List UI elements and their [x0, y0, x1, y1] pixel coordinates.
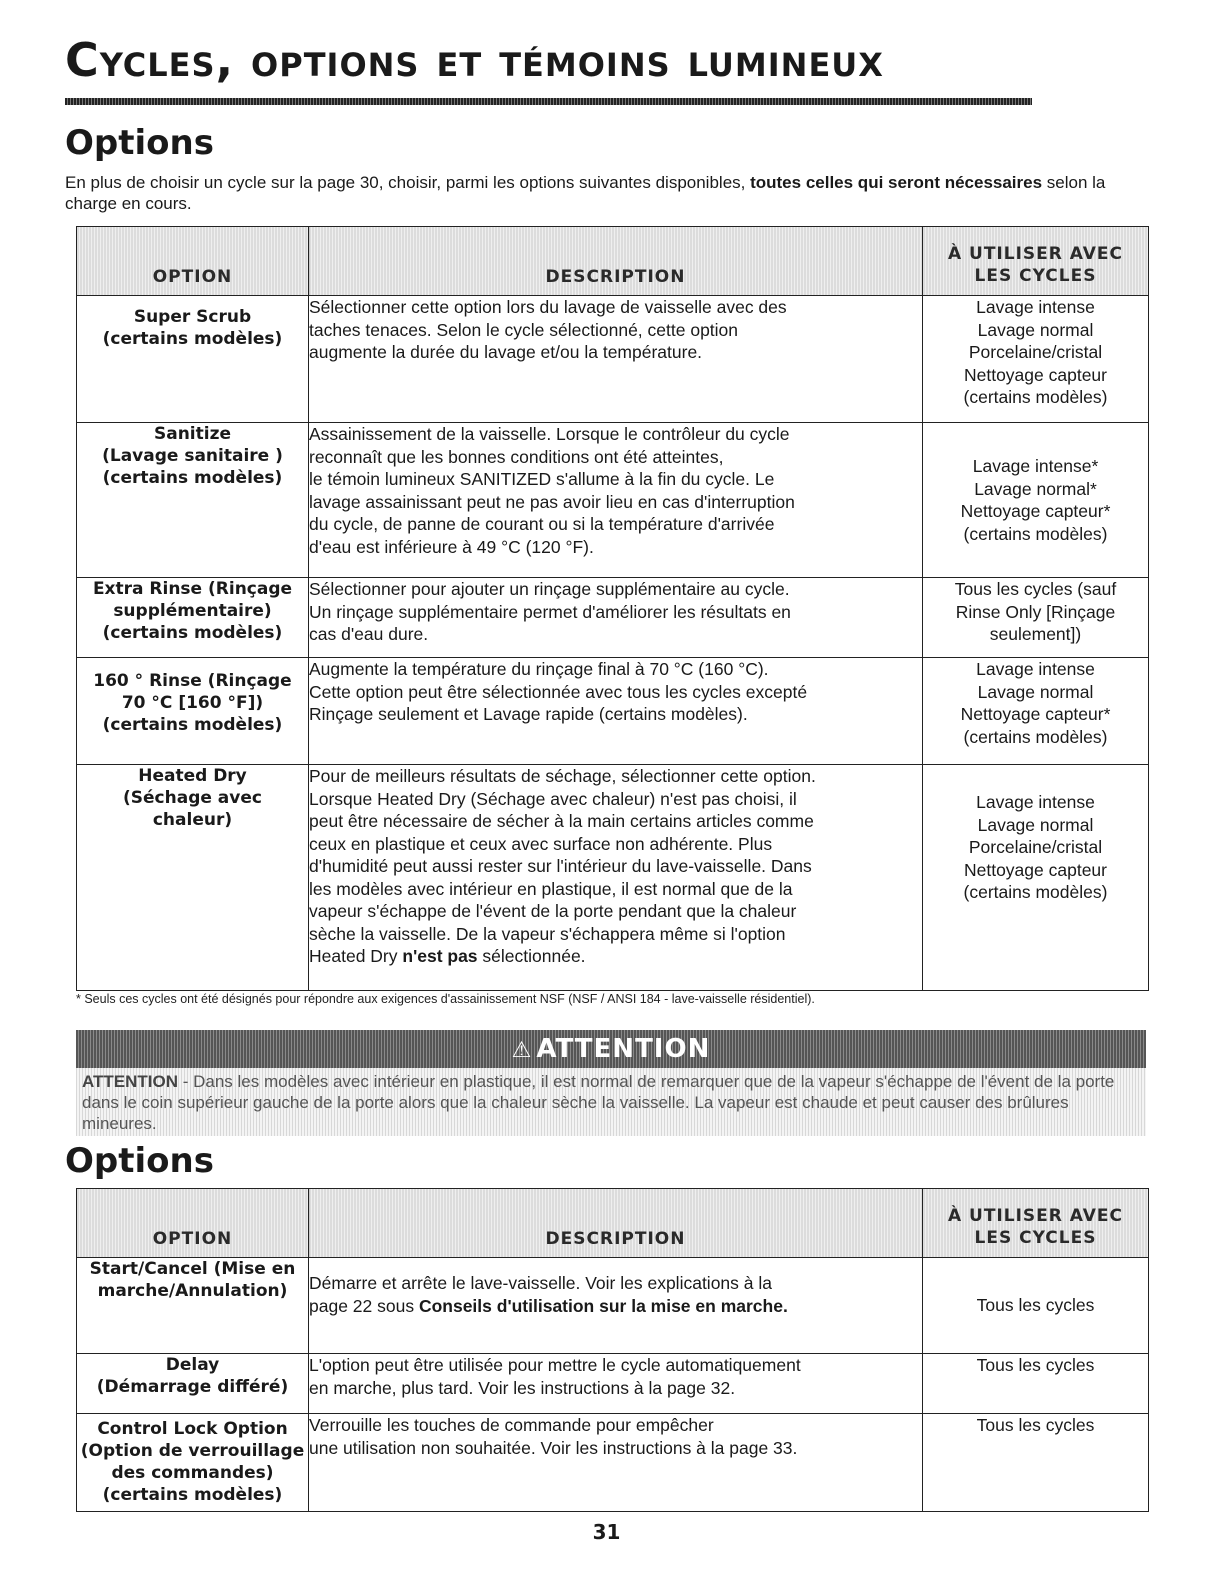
- option-line: marche/Annulation): [97, 1281, 288, 1301]
- header-cycles-line2: LES CYCLES: [974, 266, 1097, 286]
- table-row-extra-rinse: [77, 578, 1149, 658]
- option-line: des commandes): [111, 1463, 274, 1483]
- description-line: peut être nécessaire de sécher à la main certains articles comme: [309, 811, 814, 831]
- description-line: L'option peut être utilisée pour mettre le cycle automatiquement: [309, 1355, 801, 1375]
- table-header-row: [77, 1189, 1149, 1258]
- description-line: taches tenaces. Selon le cycle sélectionné, cette option: [309, 319, 739, 340]
- option-description: [309, 1258, 923, 1354]
- option-cycles: [923, 578, 1149, 658]
- description-line: cas d'eau dure.: [309, 624, 429, 644]
- header-description: DESCRIPTION: [309, 227, 923, 296]
- header-option: OPTION: [77, 1189, 309, 1258]
- description-line: ceux en plastique et ceux avec surface non adhérente. Plus: [309, 833, 773, 854]
- option-description: [309, 423, 923, 578]
- description-line: d'humidité peut aussi rester sur l'intérieur du lave-vaisselle. Dans: [309, 856, 812, 876]
- option-line: (certains modèles): [102, 623, 283, 643]
- option-name: [77, 1414, 309, 1512]
- option-line: chaleur): [152, 810, 233, 830]
- option-cycles: [923, 1354, 1149, 1414]
- footnote: * Seuls ces cycles ont été désignés pour répondre aux exigences d'assainissement NSF (NSF / ANSI 184 - lave-vaisselle résidentiel).: [76, 992, 815, 1006]
- intro-end: selon la charge en cours.: [65, 173, 1106, 213]
- option-line: (certains modèles): [102, 468, 283, 488]
- description-bold: n'est pas: [402, 946, 478, 966]
- option-description: [309, 578, 923, 658]
- table-row-sanitize: [77, 423, 1149, 578]
- cycle-item: Lavage intense: [976, 297, 1095, 317]
- description-line: augmente la durée du lavage et/ou la température.: [309, 342, 703, 362]
- option-line: Control Lock Option: [97, 1419, 288, 1439]
- header-cycles-line1: À UTILISER AVEC: [947, 244, 1124, 264]
- description-line: Augmente la température du rinçage final à 70 °C (160 °C).: [309, 659, 769, 679]
- cycle-item: Tous les cycles (sauf: [954, 579, 1117, 599]
- description-line: Verrouille les touches de commande pour empêcher: [309, 1415, 714, 1435]
- cycle-item: (certains modèles): [963, 882, 1108, 902]
- option-description: [309, 296, 923, 423]
- warning-text: [82, 1071, 1142, 1134]
- cycle-item: (certains modèles): [963, 387, 1108, 407]
- table-row-start-cancel: [77, 1258, 1149, 1354]
- option-name: [77, 1354, 309, 1414]
- page-title: Cycles, options et témoins lumineux: [65, 33, 884, 87]
- warning-label: [502, 1030, 721, 1070]
- option-line: (certains modèles): [102, 329, 283, 349]
- cycle-item: (certains modèles): [963, 523, 1108, 544]
- description-text: Heated Dry: [309, 946, 403, 966]
- option-line: 160 ° Rinse (Rinçage: [93, 671, 292, 691]
- header-cycles-line1: À UTILISER AVEC: [947, 1206, 1124, 1226]
- warning-banner: [76, 1030, 1146, 1068]
- warning-box: [76, 1030, 1146, 1136]
- option-line: (certains modèles): [102, 1485, 283, 1505]
- table-row-heated-dry: [77, 765, 1149, 991]
- description-line: Lorsque Heated Dry (Séchage avec chaleur) n'est pas choisi, il: [309, 788, 797, 809]
- table-row-control-lock: [77, 1414, 1149, 1512]
- description-line: Cette option peut être sélectionnée avec tous les cycles excepté: [309, 681, 808, 702]
- option-name: [77, 578, 309, 658]
- option-cycles: [923, 658, 1149, 765]
- warning-body: - Dans les modèles avec intérieur en plastique, il est normal de remarquer que de la vapeur s'échappe de l'évent de la porte dans le coin supérieur gauche de la porte alors que la chaleur sèche la vaisselle. La vapeur est chaude et peut causer des brûlures mineures.: [82, 1072, 1115, 1133]
- cycle-item: Nettoyage capteur: [963, 364, 1107, 385]
- intro-paragraph: [65, 172, 1145, 214]
- header-description: DESCRIPTION: [309, 1189, 923, 1258]
- description-line: Un rinçage supplémentaire permet d'améliorer les résultats en: [309, 601, 791, 622]
- description-line: une utilisation non souhaitée. Voir les instructions à la page 33.: [309, 1437, 798, 1458]
- cycle-item: Lavage normal: [977, 681, 1094, 702]
- option-line: Extra Rinse (Rinçage: [92, 579, 293, 599]
- option-description: [309, 765, 923, 991]
- description-line: vapeur s'échappe de l'évent de la porte pendant que la chaleur: [309, 901, 797, 921]
- table-row-super-scrub: [77, 296, 1149, 423]
- options-table-2: [76, 1188, 1149, 1512]
- option-line: supplémentaire): [113, 601, 272, 621]
- description-line: les modèles avec intérieur en plastique, il est normal que de la: [309, 878, 793, 899]
- section-heading-options-2: Options: [65, 1141, 214, 1181]
- cycle-item: Tous les cycles: [976, 1295, 1095, 1316]
- table-row-160-rinse: [77, 658, 1149, 765]
- description-line: Pour de meilleurs résultats de séchage, sélectionner cette option.: [309, 766, 816, 786]
- description-line: d'eau est inférieure à 49 °C (120 °F).: [309, 536, 594, 557]
- section-heading-options: Options: [65, 123, 214, 163]
- description-line: [309, 945, 922, 968]
- description-line: sèche la vaisselle. De la vapeur s'échappera même si l'option: [309, 923, 786, 944]
- cycle-item: Lavage intense*: [972, 456, 1099, 476]
- cycle-item: Lavage normal: [977, 319, 1094, 340]
- option-line: Sanitize: [153, 424, 232, 444]
- table-row-delay: [77, 1354, 1149, 1414]
- option-line: 70 °C [160 °F]): [121, 693, 264, 713]
- option-line: (certains modèles): [102, 715, 283, 735]
- option-cycles: [923, 765, 1149, 991]
- option-line: (Démarrage différé): [96, 1377, 289, 1397]
- option-line: Delay: [165, 1355, 220, 1375]
- warning-lead: ATTENTION: [82, 1072, 179, 1091]
- warning-triangle-icon: ⚠: [511, 1038, 533, 1063]
- option-line: Heated Dry: [138, 766, 247, 786]
- option-line: Start/Cancel (Mise en: [89, 1259, 296, 1279]
- description-line: Assainissement de la vaisselle. Lorsque le contrôleur du cycle: [309, 424, 790, 444]
- intro-bold: toutes celles qui seront nécessaires: [750, 173, 1043, 192]
- table-header-row: [77, 227, 1149, 296]
- description-line: reconnaît que les bonnes conditions ont été atteintes,: [309, 446, 724, 467]
- title-rule: [65, 98, 1032, 105]
- intro-text: En plus de choisir un cycle sur la page 30, choisir, parmi les options suivantes disponibles,: [65, 173, 751, 192]
- description-line: Sélectionner pour ajouter un rinçage supplémentaire au cycle.: [309, 579, 790, 599]
- cycle-item: Tous les cycles: [976, 1415, 1095, 1435]
- option-name: [77, 765, 309, 991]
- option-name: [77, 1258, 309, 1354]
- description-line: Rinçage seulement et Lavage rapide (certains modèles).: [309, 704, 748, 724]
- option-name: [77, 296, 309, 423]
- cycle-item: Lavage intense: [976, 659, 1095, 679]
- description-line: [309, 1295, 922, 1318]
- options-table: [76, 226, 1149, 991]
- warning-label-text: ATTENTION: [536, 1034, 711, 1064]
- option-name: [77, 658, 309, 765]
- cycle-item: Rinse Only [Rinçage: [955, 601, 1116, 622]
- option-line: (Lavage sanitaire ): [102, 446, 283, 466]
- header-cycles: [923, 1189, 1149, 1258]
- description-line: lavage assainissant peut ne pas avoir lieu en cas d'interruption: [309, 491, 795, 512]
- description-line: Sélectionner cette option lors du lavage de vaisselle avec des: [309, 297, 787, 317]
- option-cycles: [923, 1258, 1149, 1354]
- option-cycles: [923, 423, 1149, 578]
- option-line: (Séchage avec: [123, 788, 262, 808]
- description-line: en marche, plus tard. Voir les instructions à la page 32.: [309, 1377, 736, 1398]
- option-line: Super Scrub: [133, 307, 252, 327]
- header-cycles-line2: LES CYCLES: [974, 1228, 1097, 1248]
- page-number: 31: [592, 1520, 621, 1544]
- cycle-item: Lavage intense: [976, 792, 1095, 812]
- cycle-item: Tous les cycles: [976, 1355, 1095, 1375]
- description-text: sélectionnée.: [477, 946, 586, 966]
- description-line: du cycle, de panne de courant ou si la température d'arrivée: [309, 514, 775, 534]
- cycle-item: Porcelaine/cristal: [968, 837, 1103, 857]
- cycle-item: Nettoyage capteur*: [960, 704, 1111, 724]
- description-line: le témoin lumineux SANITIZED s'allume à la fin du cycle. Le: [309, 469, 775, 489]
- cycle-item: Nettoyage capteur*: [960, 501, 1111, 521]
- cycle-item: seulement]): [989, 624, 1082, 644]
- option-name: [77, 423, 309, 578]
- option-cycles: [923, 1414, 1149, 1512]
- cycle-item: Lavage normal: [977, 814, 1094, 835]
- description-bold: Conseils d'utilisation sur la mise en marche.: [418, 1295, 788, 1316]
- cycle-item: (certains modèles): [963, 726, 1108, 747]
- description-text: page 22 sous: [309, 1295, 419, 1316]
- option-line: (Option de verrouillage: [80, 1441, 305, 1461]
- header-option: OPTION: [77, 227, 309, 296]
- cycle-item: Lavage normal*: [974, 478, 1097, 499]
- cycle-item: Nettoyage capteur: [963, 859, 1107, 880]
- header-cycles: [923, 227, 1149, 296]
- cycle-item: Porcelaine/cristal: [968, 342, 1103, 362]
- option-description: [309, 1414, 923, 1512]
- option-description: [309, 658, 923, 765]
- option-cycles: [923, 296, 1149, 423]
- description-line: Démarre et arrête le lave-vaisselle. Voir les explications à la: [309, 1273, 772, 1293]
- option-description: [309, 1354, 923, 1414]
